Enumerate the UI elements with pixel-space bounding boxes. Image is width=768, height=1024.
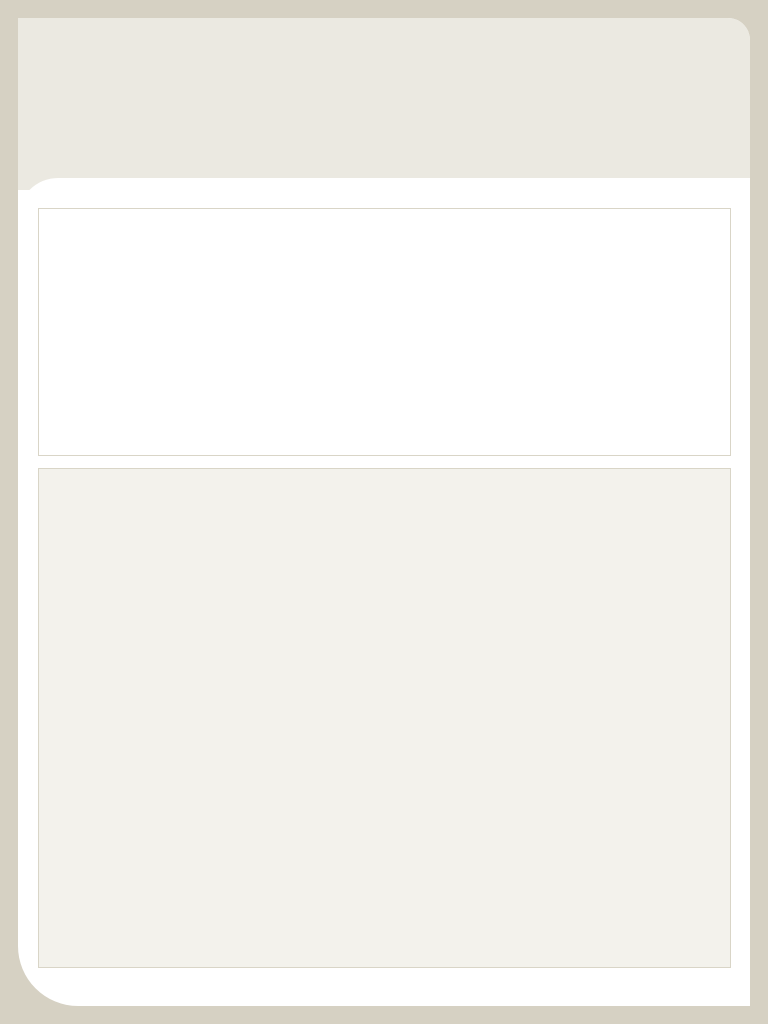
header-band bbox=[18, 18, 750, 190]
series-header-table bbox=[38, 208, 731, 456]
profile-range-table bbox=[38, 468, 731, 968]
